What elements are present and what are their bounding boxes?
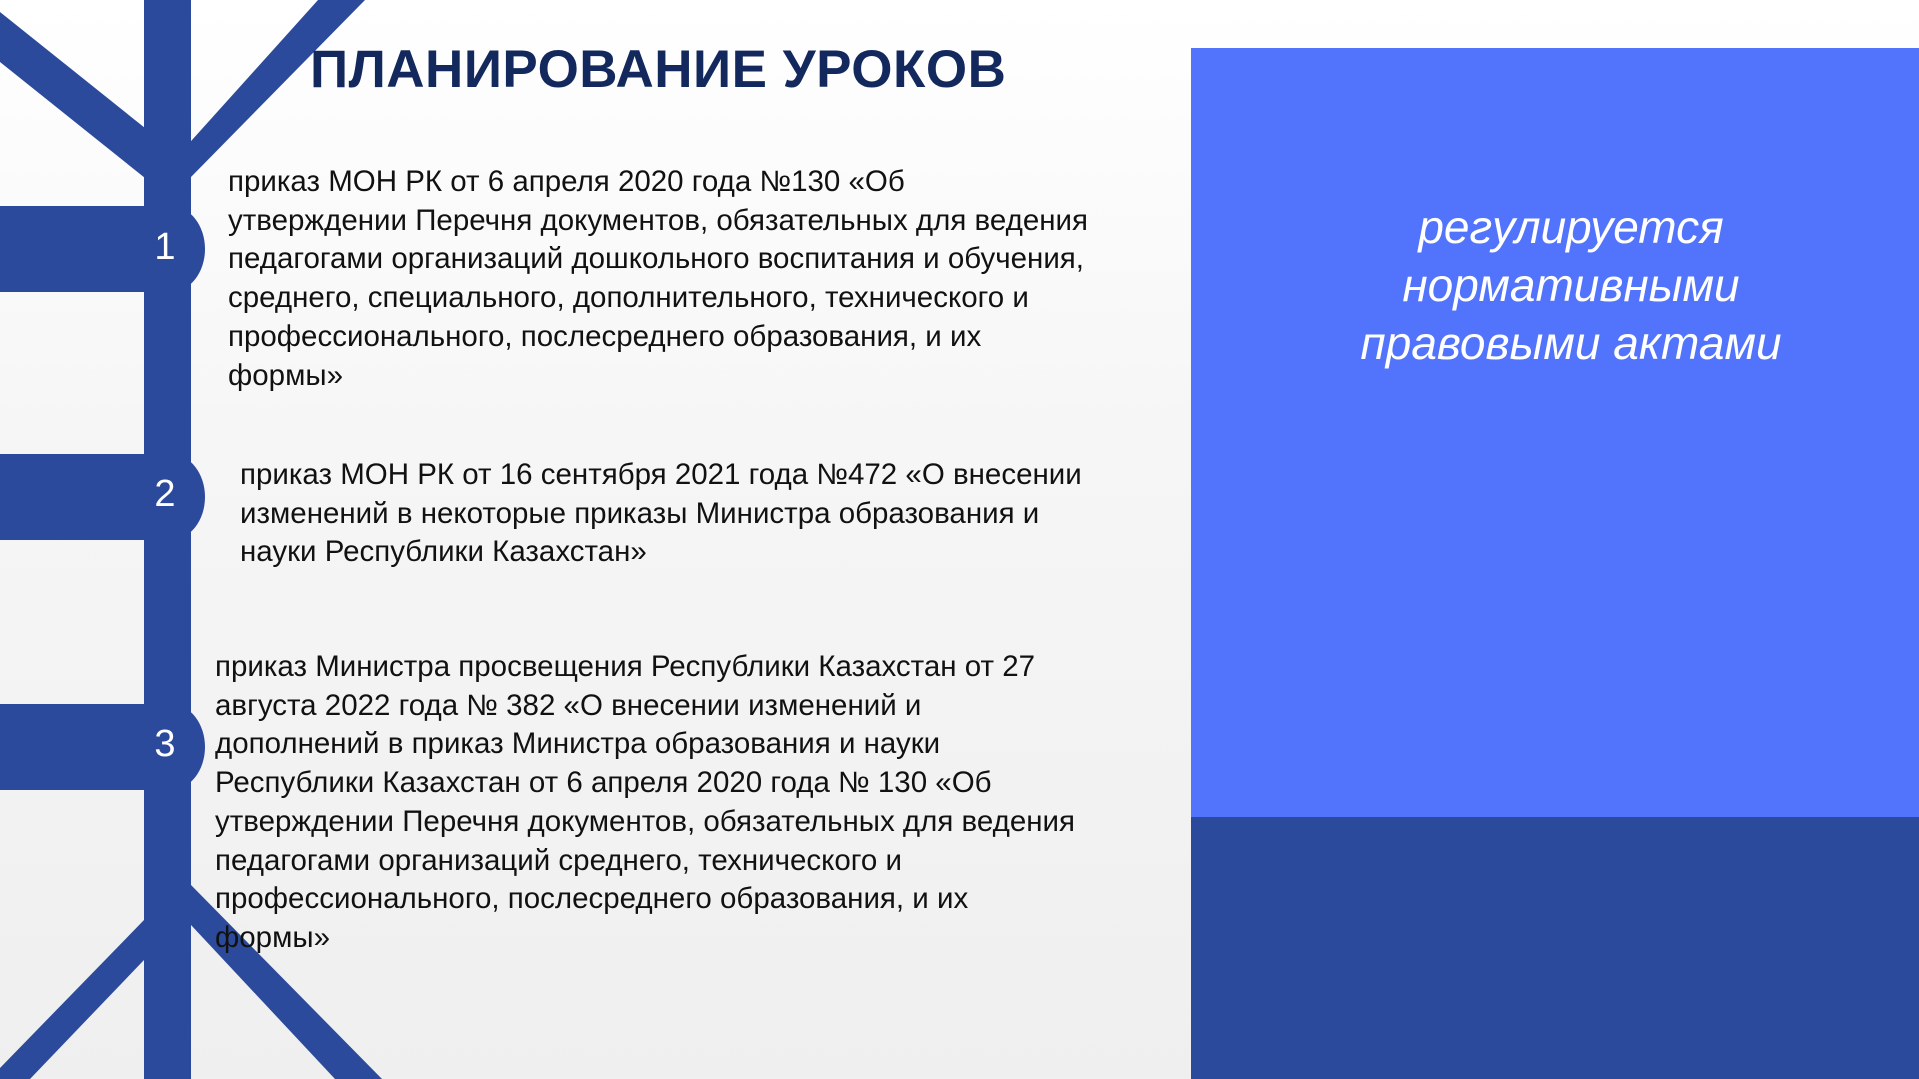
item-text-1: приказ МОН РК от 6 апреля 2020 года №130 «Об утверждении Перечня документов, обязательных для ведения педагогами организаций дошкольного воспитания и обучения, среднего, специального, дополнительного, технического и профессионального, послесреднего образования, и их формы»: [228, 165, 1088, 392]
item-number-2: 2: [154, 473, 176, 515]
item-number-3: 3: [154, 723, 176, 765]
item-number-1: 1: [154, 226, 176, 268]
item-text-3: приказ Министра просвещения Республики Казахстан от 27 августа 2022 года № 382 «О внесении изменений и дополнений в приказ Министра образования и науки Республики Казахстан от 6 апреля 2020 года № 130 «Об утверждении Перечня документов, обязательных для ведения педагогами организаций среднего, технического и профессионального, послесреднего образования, и их формы»: [215, 650, 1075, 954]
panel-caption: регулируется нормативными правовыми актами: [1360, 201, 1782, 369]
item-text-2: приказ МОН РК от 16 сентября 2021 года №472 «О внесении изменений в некоторые приказы Министра образования и науки Республики Казахстан»: [240, 458, 1082, 569]
page-title: ПЛАНИРОВАНИЕ УРОКОВ: [310, 40, 1007, 99]
top-left-diagonal: [0, 12, 160, 178]
bottom-left-diagonal: [0, 920, 144, 1079]
